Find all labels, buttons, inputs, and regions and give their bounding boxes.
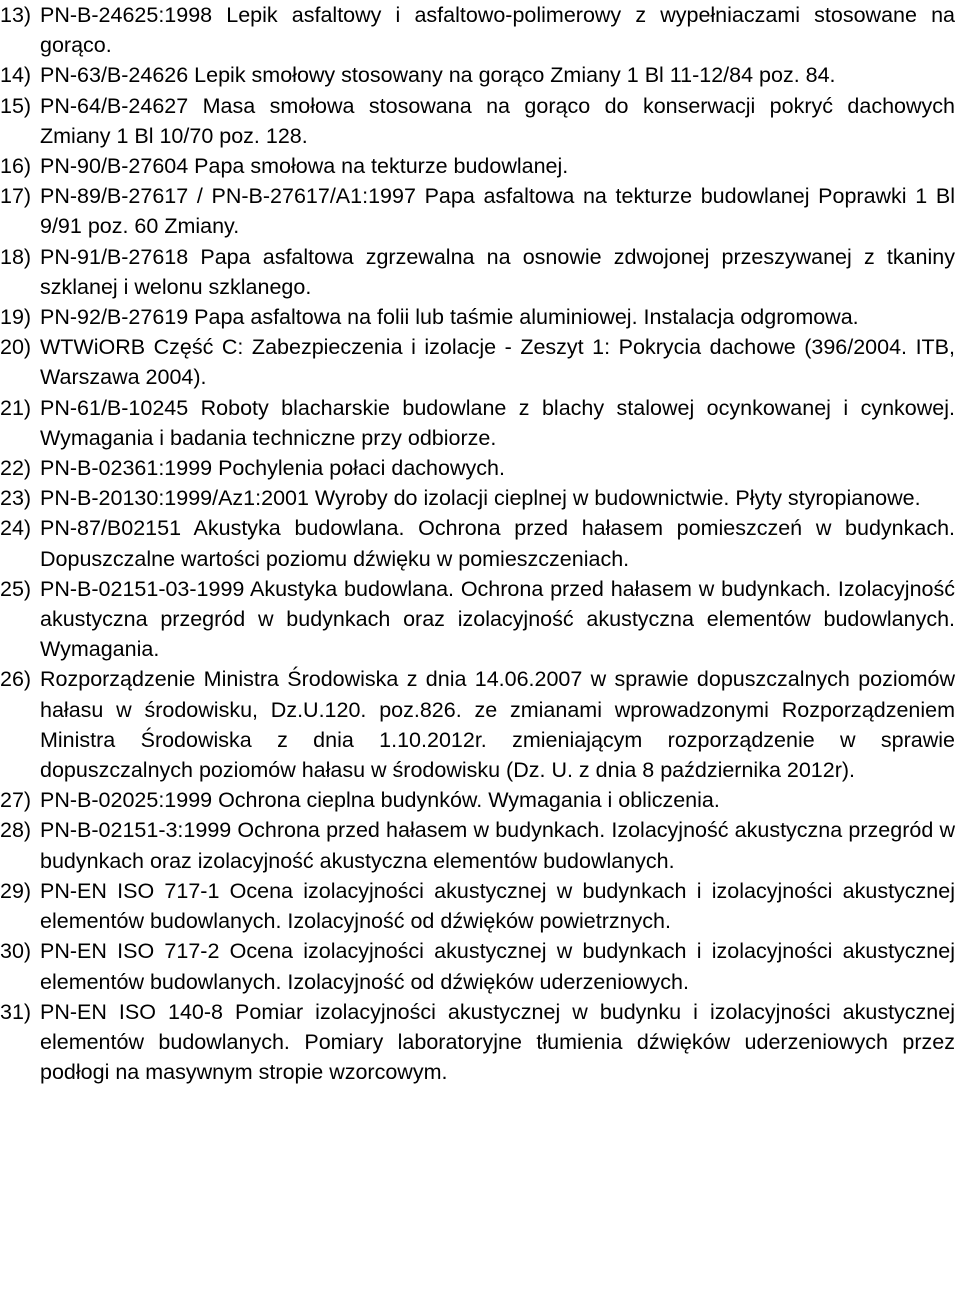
list-item — [0, 181, 955, 241]
item-text: PN-89/B-27617 / PN-B-27617/A1:1997 Papa asfaltowa na tekturze budowlanej Poprawki 1 Bl 9/91 poz. 60 Zmiany. — [40, 184, 955, 239]
item-number: 19) — [0, 305, 32, 330]
list-item — [0, 91, 955, 151]
item-text: PN-B-24625:1998 Lepik asfaltowy i asfaltowo-polimerowy z wypełniaczami stosowane na gorąco. — [40, 3, 955, 58]
list-item — [0, 0, 955, 60]
item-number: 30) — [0, 939, 32, 964]
item-number: 22) — [0, 456, 32, 481]
item-number: 28) — [0, 818, 32, 843]
item-text: PN-87/B02151 Akustyka budowlana. Ochrona przed hałasem pomieszczeń w budynkach. Dopuszczalne wartości poziomu dźwięku w pomieszczeniach. — [40, 516, 955, 571]
item-text: PN-90/B-27604 Papa smołowa na tekturze budowlanej. — [40, 154, 569, 179]
list-item — [0, 936, 955, 996]
item-text: Rozporządzenie Ministra Środowiska z dnia 14.06.2007 w sprawie dopuszczalnych poziomów hałasu w środowisku, Dz.U.120. poz.826. ze zmianami wprowadzonymi Rozporządzeniem Ministra Środowiska z dnia 1.10.2012r. zmieniającym rozporządzenie w sprawie dopuszczalnych poziomów hałasu w środowisku (Dz. U. z dnia 8 października 2012r). — [40, 667, 955, 783]
list-item — [0, 393, 955, 453]
item-text: PN-B-02151-3:1999 Ochrona przed hałasem w budynkach. Izolacyjność akustyczna przegród w budynkach oraz izolacyjność akustyczna elementów budowlanych. — [40, 818, 955, 873]
list-item — [0, 815, 955, 875]
item-text: PN-B-02025:1999 Ochrona cieplna budynków. Wymagania i obliczenia. — [40, 788, 720, 813]
item-number: 24) — [0, 516, 32, 541]
item-text: PN-EN ISO 717-1 Ocena izolacyjności akustycznej w budynkach i izolacyjności akustycznej elementów budowlanych. Izolacyjność od dźwięków powietrznych. — [40, 878, 955, 934]
list-item — [0, 453, 955, 483]
list-item — [0, 997, 955, 1088]
item-text: WTWiORB Część C: Zabezpieczenia i izolacje - Zeszyt 1: Pokrycia dachowe (396/2004. ITB, Warszawa 2004). — [40, 335, 955, 390]
item-number: 20) — [0, 335, 32, 360]
item-text: PN-EN ISO 717-2 Ocena izolacyjności akustycznej w budynkach i izolacyjności akustycznej elementów budowlanych. Izolacyjność od dźwięków uderzeniowych. — [40, 939, 955, 994]
item-number: 27) — [0, 788, 32, 813]
item-number: 13) — [0, 3, 32, 27]
item-text: PN-B-02361:1999 Pochylenia połaci dachowych. — [40, 456, 505, 481]
list-item — [0, 332, 955, 392]
list-item — [0, 483, 955, 513]
item-text: PN-64/B-24627 Masa smołowa stosowana na gorąco do konserwacji pokryć dachowych Zmiany 1 Bl 10/70 poz. 128. — [40, 93, 955, 148]
item-number: 14) — [0, 63, 32, 88]
item-text: PN-61/B-10245 Roboty blacharskie budowlane z blachy stalowej ocynkowanej i cynkowej. Wymagania i badania techniczne przy odbiorze. — [40, 395, 955, 450]
item-number: 17) — [0, 184, 32, 209]
item-number: 29) — [0, 878, 32, 903]
list-item — [0, 60, 955, 90]
item-number: 18) — [0, 244, 32, 269]
list-item — [0, 302, 955, 332]
item-text: PN-91/B-27618 Papa asfaltowa zgrzewalna na osnowie zdwojonej przeszywanej z tkaniny szklanej i welonu szklanego. — [40, 244, 955, 299]
list-item — [0, 876, 955, 936]
item-text: PN-B-02151-03-1999 Akustyka budowlana. Ochrona przed hałasem w budynkach. Izolacyjność akustyczna przegród w budynkach oraz izolacyjność akustyczna elementów budowlanych. Wymagania. — [40, 576, 955, 662]
list-item — [0, 513, 955, 573]
item-number: 31) — [0, 999, 32, 1024]
list-item — [0, 151, 955, 181]
list-item — [0, 664, 955, 785]
item-number: 26) — [0, 667, 32, 692]
item-text: PN-B-20130:1999/Az1:2001 Wyroby do izolacji cieplnej w budownictwie. Płyty styropianowe. — [40, 486, 921, 511]
item-text: PN-63/B-24626 Lepik smołowy stosowany na gorąco Zmiany 1 Bl 11-12/84 poz. 84. — [40, 63, 836, 88]
item-text: PN-92/B-27619 Papa asfaltowa na folii lub taśmie aluminiowej. Instalacja odgromowa. — [40, 305, 859, 330]
list-item — [0, 785, 955, 815]
list-item — [0, 574, 955, 665]
item-text: PN-EN ISO 140-8 Pomiar izolacyjności akustycznej w budynku i izolacyjności akustycznej elementów budowlanych. Pomiary laboratoryjne tłumienia dźwięków uderzeniowych przez podłogi na masywnym stropie wzorcowym. — [40, 999, 955, 1085]
item-number: 16) — [0, 154, 32, 179]
item-number: 21) — [0, 395, 32, 420]
list-item — [0, 242, 955, 302]
item-number: 25) — [0, 576, 32, 601]
item-number: 15) — [0, 93, 32, 118]
item-number: 23) — [0, 486, 32, 511]
